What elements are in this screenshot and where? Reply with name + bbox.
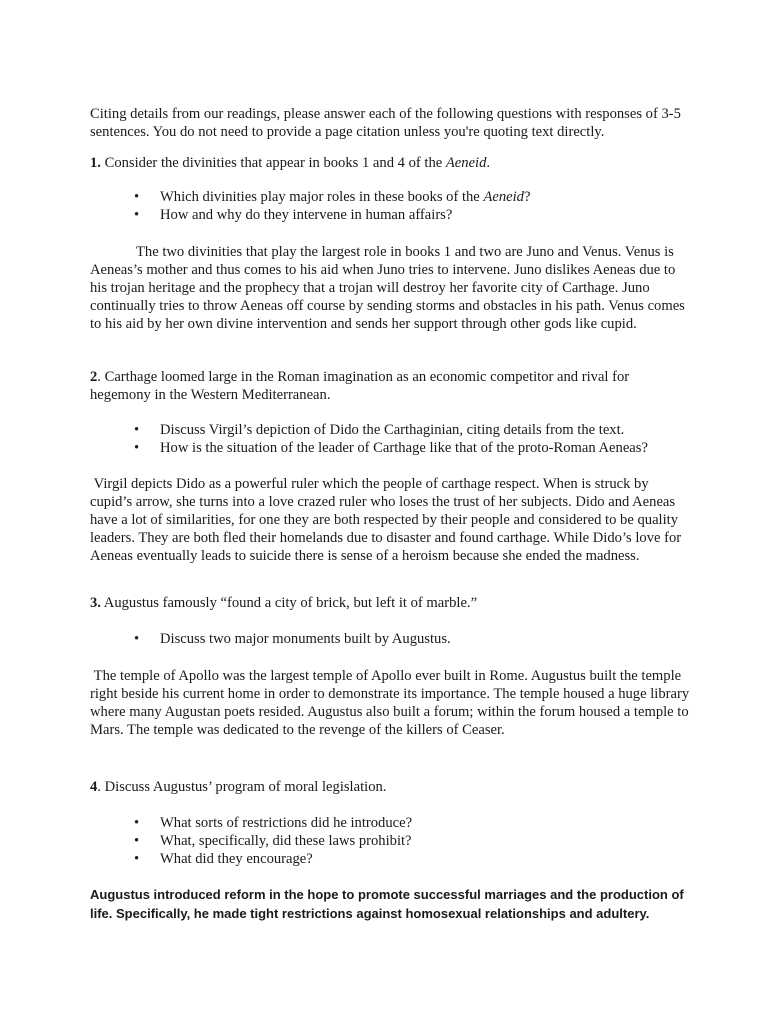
list-item: • What sorts of restrictions did he introduce? [90, 814, 690, 832]
question-3-bullets [90, 630, 690, 648]
answer-3 [90, 667, 693, 739]
question-4-text: . Discuss Augustus’ program of moral legislation. [97, 779, 387, 795]
list-item: • Discuss Virgil’s depiction of Dido the Carthaginian, citing details from the text. [90, 421, 690, 439]
list-item: • What did they encourage? [90, 850, 690, 868]
question-3 [90, 594, 690, 612]
list-item: • What, specifically, did these laws prohibit? [90, 832, 690, 850]
question-1 [90, 154, 690, 172]
answer-1 [90, 243, 690, 333]
list-item: • Discuss two major monuments built by Augustus. [90, 630, 690, 648]
answer-4-text: Augustus introduced reform in the hope to promote successful marriages and the production of life. Specifically, he made tight restrictions against homosexual relationships and adultery. [90, 887, 684, 921]
question-1-end: . [486, 155, 491, 171]
bullet-italic: Aeneid [483, 189, 524, 205]
answer-2 [90, 475, 690, 565]
answer-4 [90, 885, 690, 923]
question-3-text: Augustus famously “found a city of brick, but left it of marble.” [100, 595, 478, 611]
list-item: • How is the situation of the leader of Carthage like that of the proto-Roman Aeneas? [90, 439, 690, 457]
bullet-text: Which divinities play major roles in these books of the [160, 189, 484, 205]
list-item [90, 206, 690, 224]
question-4-bullets [90, 814, 690, 868]
bullet-end: ? [523, 189, 531, 205]
question-1-number: 1. [90, 155, 101, 171]
question-1-bullets [90, 188, 690, 224]
question-2-text: . Carthage loomed large in the Roman imagination as an economic competitor and rival for hegemony in the Western Mediterranean. [90, 369, 630, 403]
answer-1-text: The two divinities that play the largest role in books 1 and two are Juno and Venus. Venus is Aeneas’s mother and thus comes to his aid when Juno tries to intervene. Juno dislikes Aeneas due to his trojan heritage and the prophecy that a trojan will destroy her favorite city of Carthage. Juno continually tries to throw Aeneas off course by sending storms and obstacles in his path. Venus comes to his aid by her own divine intervention and sends her support through other gods like cupid. [90, 244, 685, 332]
question-4-number: 4 [90, 779, 98, 795]
question-2-number: 2 [90, 369, 98, 385]
question-1-text: Consider the divinities that appear in books 1 and 4 of the [100, 155, 446, 171]
question-1-title: Aeneid [445, 155, 487, 171]
answer-3-text: The temple of Apollo was the largest temple of Apollo ever built in Rome. Augustus built the temple right beside his current home in order to demonstrate its importance. The temple housed a huge library where many Augustan poets resided. Augustus also built a forum; within the forum housed a temple to Mars. The temple was dedicated to the revenge of the killers of Ceaser. [90, 668, 693, 738]
answer-2-text: Virgil depicts Dido as a powerful ruler which the people of carthage respect. When is struck by cupid’s arrow, she turns into a love crazed ruler who loses the trust of her subjects. Dido and Aeneas have a lot of similarities, for one they are both respected by their people and considered to be quality leaders. They are both fled their homelands due to disaster and found carthage. While Dido’s love for Aeneas eventually leads to suicide there is sense of a heroism because she ended the madness. [90, 476, 684, 564]
question-4 [90, 778, 690, 796]
question-3-number: 3. [90, 595, 101, 611]
question-2-bullets [90, 421, 690, 457]
list-item [90, 188, 690, 206]
bullet-text: How and why do they intervene in human affairs? [160, 207, 453, 223]
instructions-paragraph: Citing details from our readings, please answer each of the following questions with responses of 3-5 sentences. You do not need to provide a page citation unless you're quoting text directly. [90, 106, 681, 140]
question-2 [90, 368, 690, 404]
